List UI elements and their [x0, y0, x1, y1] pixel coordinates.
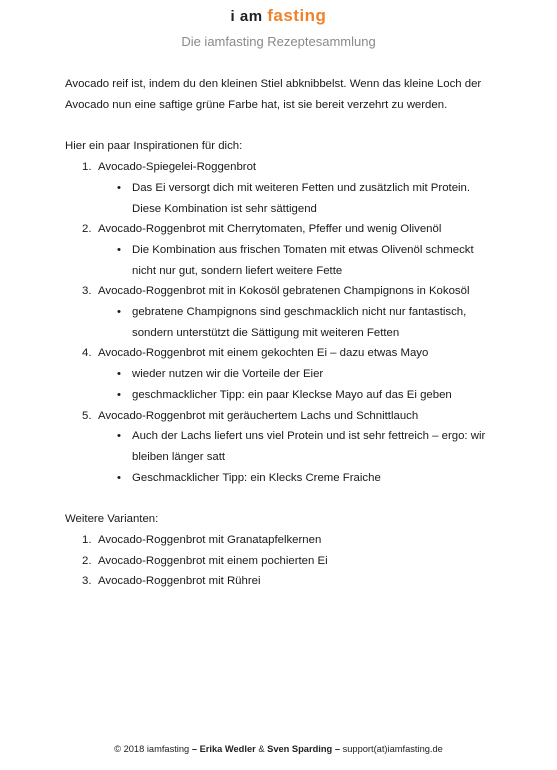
list-item [65, 343, 495, 405]
sub-list-text: Die Kombination aus frischen Tomaten mit etwas Olivenöl schmeckt nicht nur gut, sondern liefert weitere Fette [132, 243, 474, 277]
sub-list-item [98, 240, 495, 281]
list-item [65, 551, 495, 572]
list-number: 5. [82, 409, 92, 422]
footer-copyright: © 2018 iamfasting [114, 744, 190, 754]
intro-paragraph: Avocado reif ist, indem du den kleinen Stiel abknibbelst. Wenn das kleine Loch der Avocado nun eine saftige grüne Farbe hat, ist sie bereit verzehrt zu werden. [65, 78, 482, 111]
inspirations-heading: Hier ein paar Inspirationen für dich: [65, 140, 243, 153]
bullet-icon: • [117, 368, 121, 381]
bullet-icon: • [117, 306, 121, 319]
document-body [65, 74, 495, 592]
sub-list-text: Das Ei versorgt dich mit weiteren Fetten und zusätzlich mit Protein. Diese Kombination ist sehr sättigend [132, 181, 471, 215]
document-subtitle: Die iamfasting Rezeptesammlung [181, 34, 376, 49]
bullet-icon: • [117, 430, 121, 443]
footer-dash-2: – [334, 744, 340, 754]
list-number: 3. [82, 285, 92, 298]
document-header [0, 6, 557, 50]
footer-support-email: support(at)iamfasting.de [342, 744, 443, 754]
sub-list-item [98, 178, 495, 219]
sub-list-text: Auch der Lachs liefert uns viel Protein und ist sehr fettreich – ergo: wir bleiben länger satt [132, 430, 486, 463]
sub-list [98, 302, 495, 343]
sub-list [98, 240, 495, 281]
list-item [65, 157, 495, 219]
logo-prefix: i am [230, 8, 263, 25]
footer-dash: – [191, 744, 197, 754]
list-item-title: Avocado-Roggenbrot mit einem gekochten Ei – dazu etwas Mayo [98, 347, 429, 360]
sub-list [98, 426, 495, 488]
list-number: 3. [82, 575, 92, 588]
list-number: 2. [82, 223, 92, 236]
list-number: 1. [82, 161, 92, 174]
list-number: 4. [82, 347, 92, 360]
logo-brand: fasting [267, 6, 327, 25]
list-number: 2. [82, 554, 92, 567]
list-item [65, 571, 495, 592]
sub-list [98, 364, 495, 405]
brand-logo [0, 6, 557, 27]
bullet-icon: • [117, 181, 121, 194]
list-item-title: Avocado-Roggenbrot mit in Kokosöl gebratenen Champignons in Kokosöl [98, 285, 470, 298]
list-number: 1. [82, 534, 92, 547]
sub-list [98, 178, 495, 219]
sub-list-item [98, 364, 495, 385]
bullet-icon: • [117, 388, 121, 401]
footer-author-a: Erika Wedler [199, 744, 256, 754]
sub-list-text: gebratene Champignons sind geschmacklich nicht nur fantastisch, sondern unterstützt die Sättigung mit weiteren Fetten [132, 306, 467, 339]
list-item [65, 406, 495, 489]
list-item [65, 281, 495, 343]
document-footer [0, 744, 557, 754]
inspirations-list [65, 157, 495, 488]
list-item-title: Avocado-Roggenbrot mit geräuchertem Lachs und Schnittlauch [98, 409, 419, 422]
sub-list-item [98, 426, 495, 467]
sub-list-text: wieder nutzen wir die Vorteile der Eier [132, 368, 324, 381]
list-item-title: Avocado-Spiegelei-Roggenbrot [98, 161, 257, 174]
list-item-title: Avocado-Roggenbrot mit Granatapfelkernen [98, 534, 322, 547]
sub-list-text: geschmacklicher Tipp: ein paar Kleckse Mayo auf das Ei geben [132, 388, 452, 401]
list-item-title: Avocado-Roggenbrot mit Rührei [98, 575, 261, 588]
sub-list-text: Geschmacklicher Tipp: ein Klecks Creme Fraiche [132, 471, 381, 484]
sub-list-item [98, 468, 495, 489]
list-item [65, 219, 495, 281]
variants-list [65, 530, 495, 592]
sub-list-item [98, 302, 495, 343]
bullet-icon: • [117, 243, 121, 256]
list-item-title: Avocado-Roggenbrot mit einem pochierten Ei [98, 554, 328, 567]
sub-list-item [98, 385, 495, 406]
bullet-icon: • [117, 471, 121, 484]
footer-amp: & [258, 744, 265, 754]
footer-author-b: Sven Sparding [267, 744, 333, 754]
variants-heading: Weitere Varianten: [65, 513, 159, 526]
list-item-title: Avocado-Roggenbrot mit Cherrytomaten, Pfeffer und wenig Olivenöl [98, 223, 442, 236]
list-item [65, 530, 495, 551]
